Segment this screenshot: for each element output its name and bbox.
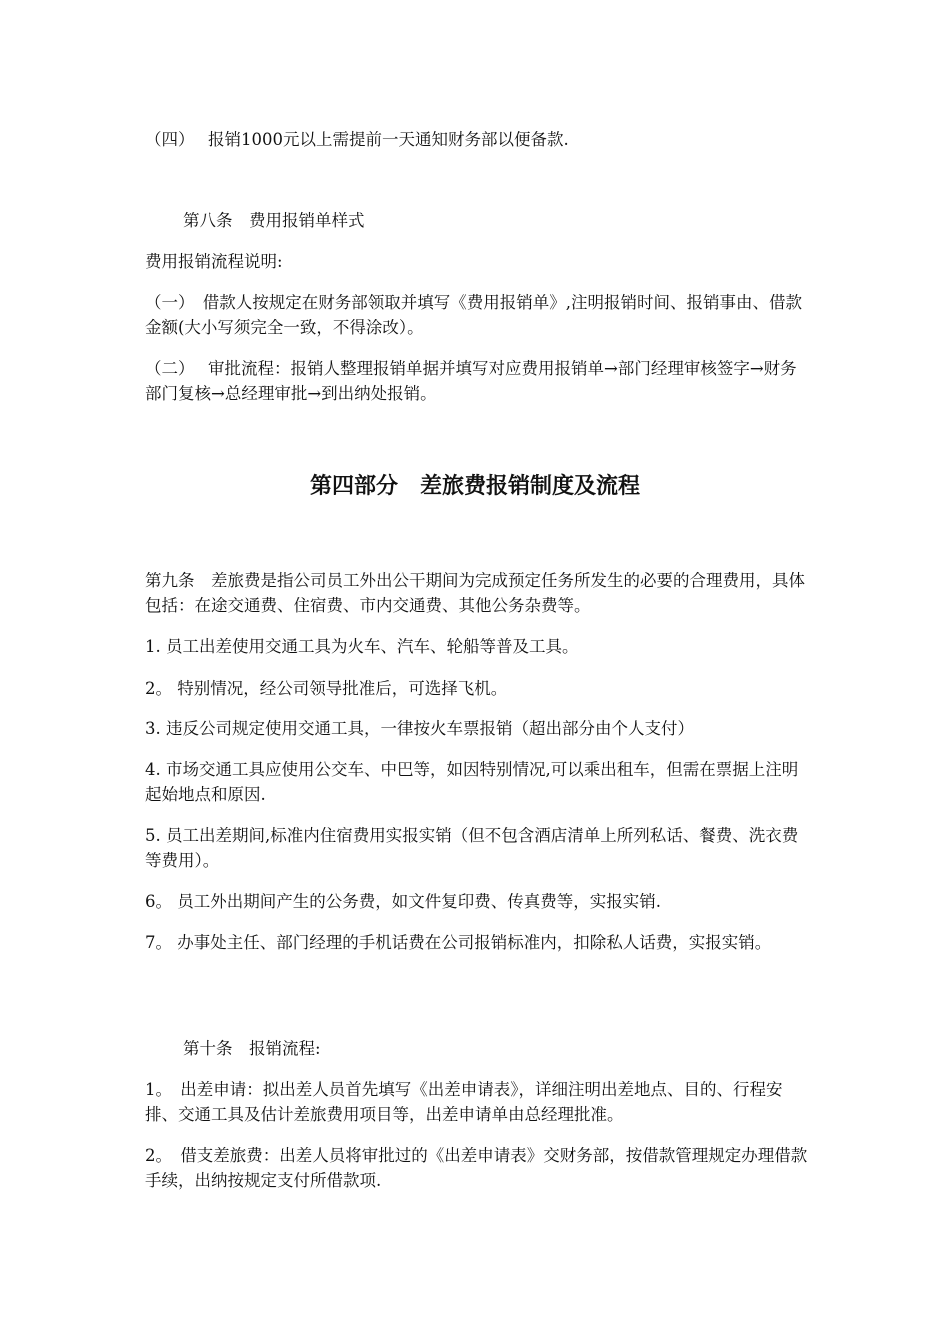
list-item-5: 5. 员工出差期间,标准内住宿费用实报实销（但不包含酒店清单上所列私话、餐费、洗衣费等费用）。 xyxy=(145,826,799,870)
list-item-1: 1. 员工出差使用交通工具为火车、汽车、轮船等普及工具。 xyxy=(145,637,579,656)
list-item-7: 7。 办事处主任、部门经理的手机话费在公司报销标准内，扣除私人话费，实报实销。 xyxy=(145,933,772,952)
list-item-2: 2。 特别情况，经公司领导批准后，可选择飞机。 xyxy=(145,679,508,698)
process-step-2: 2。 借支差旅费：出差人员将审批过的《出差申请表》交财务部，按借款管理规定办理借款手续，出纳按规定支付所借款项. xyxy=(145,1146,808,1190)
article-ten-title: 第十条 报销流程: xyxy=(183,1039,321,1058)
article-eight-title: 第八条 费用报销单样式 xyxy=(183,211,365,230)
reimbursement-process-label: 费用报销流程说明: xyxy=(145,252,283,271)
list-item-4: 4. 市场交通工具应使用公交车、中巴等，如因特别情况,可以乘出租车，但需在票据上注明起始地点和原因. xyxy=(145,760,799,804)
article-nine: 第九条 差旅费是指公司员工外出公干期间为完成预定任务所发生的必要的合理费用，具体包括：在途交通费、住宿费、市内交通费、其他公务杂费等。 xyxy=(145,571,805,615)
section-heading: 第四部分 差旅费报销制度及流程 xyxy=(309,474,640,499)
paragraph-item-one: （一） 借款人按规定在财务部领取并填写《费用报销单》,注明报销时间、报销事由、借款金额(大小写须完全一致，不得涂改）。 xyxy=(145,293,802,337)
list-item-6: 6。 员工外出期间产生的公务费，如文件复印费、传真费等，实报实销. xyxy=(145,892,661,911)
paragraph-item-four: （四） 报销1000元以上需提前一天通知财务部以便备款. xyxy=(145,130,569,149)
list-item-3: 3. 违反公司规定使用交通工具，一律按火车票报销（超出部分由个人支付） xyxy=(145,719,694,738)
process-step-1: 1。 出差申请：拟出差人员首先填写《出差申请表》，详细注明出差地点、目的、行程安排、交通工具及估计差旅费用项目等，出差申请单由总经理批准。 xyxy=(145,1080,783,1124)
paragraph-item-two: （二） 审批流程：报销人整理报销单据并填写对应费用报销单→部门经理审核签字→财务部门复核→总经理审批→到出纳处报销。 xyxy=(145,359,797,403)
